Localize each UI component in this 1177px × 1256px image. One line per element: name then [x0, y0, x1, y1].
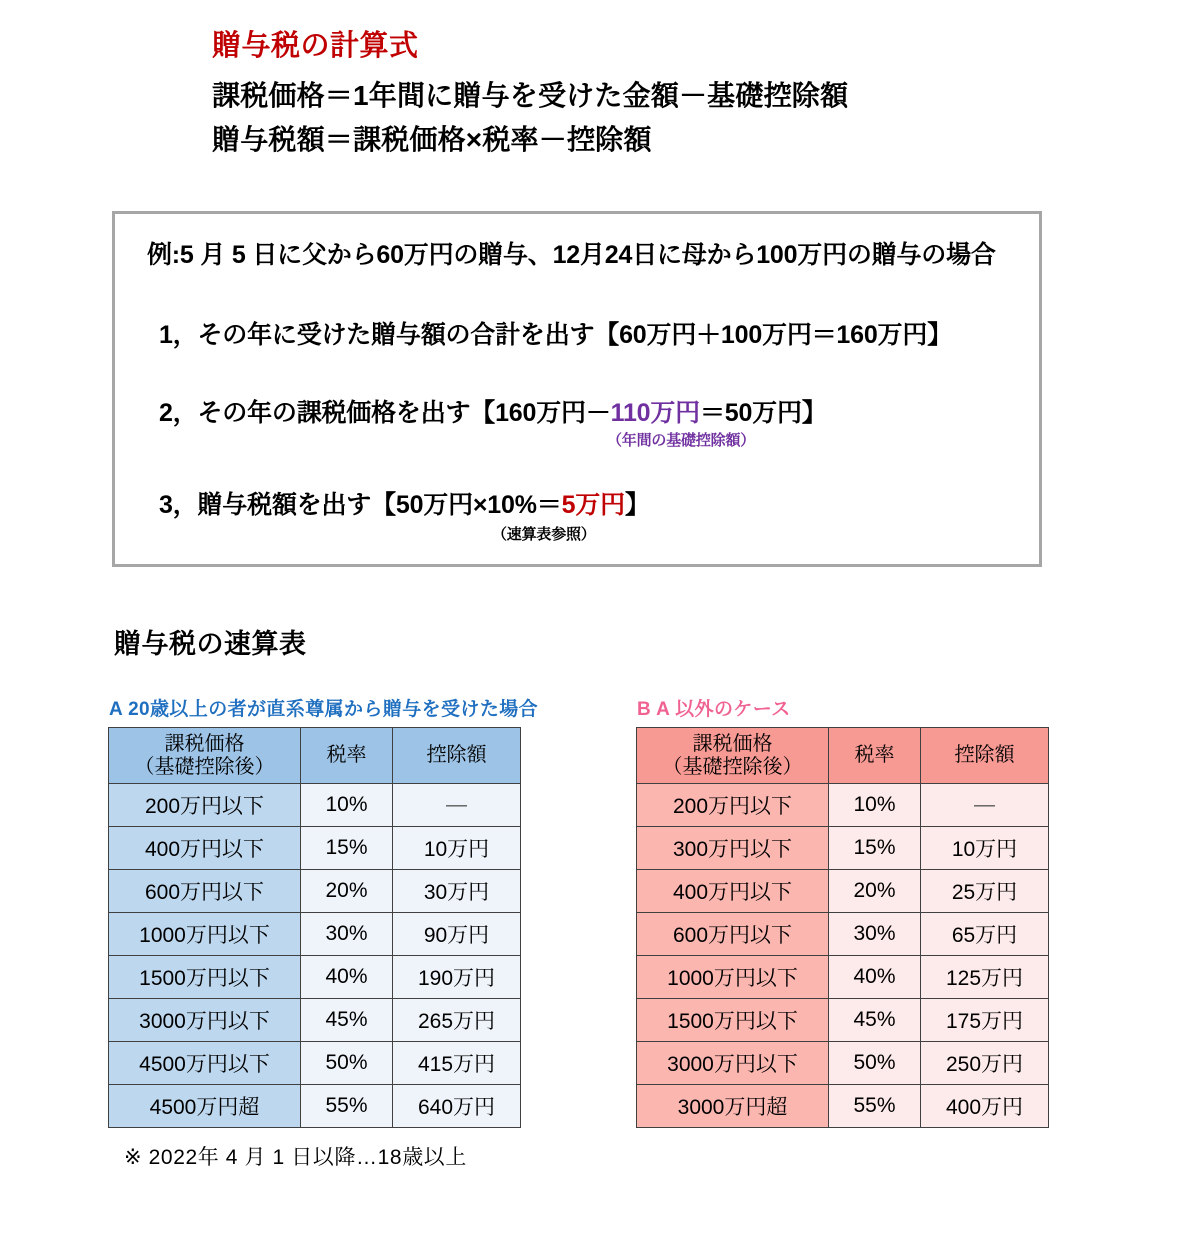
- cell-taxable-base: 1500万円以下: [109, 956, 301, 999]
- table-b-header-rate: 税率: [829, 728, 921, 784]
- table-row: [109, 956, 521, 999]
- cell-taxable-base: 200万円以下: [637, 784, 829, 827]
- cell-tax-rate: 15%: [829, 827, 921, 870]
- example-step-3: [147, 490, 1017, 520]
- table-row: [637, 956, 1049, 999]
- cell-tax-rate: 15%: [301, 827, 393, 870]
- cell-tax-rate: 55%: [829, 1085, 921, 1128]
- cell-tax-rate: 40%: [301, 956, 393, 999]
- cell-taxable-base: 600万円以下: [637, 913, 829, 956]
- header-base-line2: （基礎控除後）: [662, 755, 803, 778]
- header-base-line2: （基礎控除後）: [134, 755, 275, 778]
- table-row: [109, 870, 521, 913]
- cell-taxable-base: 300万円以下: [637, 827, 829, 870]
- cell-deduction: 175万円: [921, 999, 1049, 1042]
- cell-deduction: —: [393, 784, 521, 827]
- cell-tax-rate: 10%: [301, 784, 393, 827]
- cell-taxable-base: 400万円以下: [637, 870, 829, 913]
- example-step-2: [147, 398, 1017, 428]
- cell-taxable-base: 3000万円以下: [637, 1042, 829, 1085]
- formula-line-1: 課税価格＝1年間に贈与を受けた金額－基礎控除額: [212, 80, 849, 112]
- cell-deduction: 10万円: [393, 827, 521, 870]
- table-row: [637, 1042, 1049, 1085]
- cell-taxable-base: 200万円以下: [109, 784, 301, 827]
- table-a-caption: A 20歳以上の者が直系尊属から贈与を受けた場合: [109, 699, 539, 720]
- example-heading: 例:5 月 5 日に父から60万円の贈与、12月24日に母から100万円の贈与の場合: [147, 241, 996, 269]
- tables-footnote: ※ 2022年 4 月 1 日以降…18歳以上: [124, 1146, 468, 1169]
- table-row: [637, 784, 1049, 827]
- page-title: 贈与税の計算式: [212, 30, 419, 62]
- title-block: [212, 28, 992, 161]
- table-a-header-rate: 税率: [301, 728, 393, 784]
- table-row: [637, 913, 1049, 956]
- cell-deduction: 125万円: [921, 956, 1049, 999]
- table-row: [637, 999, 1049, 1042]
- formula-line-2: 贈与税額＝課税価格×税率－控除額: [212, 123, 652, 155]
- tables-section-title: 贈与税の速算表: [114, 629, 307, 659]
- cell-deduction: 415万円: [393, 1042, 521, 1085]
- cell-deduction: 30万円: [393, 870, 521, 913]
- table-a-header-deduction: 控除額: [393, 728, 521, 784]
- cell-taxable-base: 600万円以下: [109, 870, 301, 913]
- cell-taxable-base: 3000万円超: [637, 1085, 829, 1128]
- table-b-body: [637, 784, 1049, 1128]
- table-a-body: [109, 784, 521, 1128]
- example-step-2-note: （年間の基礎控除額）: [607, 432, 756, 449]
- example-step-2-prefix: 2，その年の課税価格を出す【160万円－: [159, 399, 611, 427]
- table-b-header-row: [637, 728, 1049, 784]
- example-step-3-highlight: 5万円: [561, 491, 625, 519]
- cell-deduction: —: [921, 784, 1049, 827]
- table-row: [109, 784, 521, 827]
- table-row: [109, 827, 521, 870]
- table-block-a: [108, 694, 538, 1128]
- header-base-line1: 課税価格: [692, 732, 773, 755]
- cell-deduction: 25万円: [921, 870, 1049, 913]
- example-step-3-note: （速算表参照）: [492, 526, 596, 543]
- cell-taxable-base: 4500万円以下: [109, 1042, 301, 1085]
- cell-taxable-base: 1500万円以下: [637, 999, 829, 1042]
- cell-deduction: 265万円: [393, 999, 521, 1042]
- cell-tax-rate: 45%: [829, 999, 921, 1042]
- cell-tax-rate: 20%: [301, 870, 393, 913]
- cell-deduction: 400万円: [921, 1085, 1049, 1128]
- example-step-2-suffix: ＝50万円】: [699, 399, 827, 427]
- table-row: [637, 870, 1049, 913]
- cell-taxable-base: 1000万円以下: [637, 956, 829, 999]
- example-step-1: 1，その年に受けた贈与額の合計を出す【60万円＋100万円＝160万円】: [159, 321, 952, 349]
- example-step-3-prefix: 3，贈与税額を出す【50万円×10%＝: [159, 491, 562, 519]
- table-block-b: [636, 694, 1049, 1128]
- table-row: [109, 913, 521, 956]
- cell-tax-rate: 30%: [301, 913, 393, 956]
- cell-tax-rate: 40%: [829, 956, 921, 999]
- gift-tax-rate-table-a: [108, 727, 521, 1128]
- table-row: [109, 1085, 521, 1128]
- cell-tax-rate: 50%: [829, 1042, 921, 1085]
- table-b-header-base: [637, 728, 829, 784]
- cell-taxable-base: 3000万円以下: [109, 999, 301, 1042]
- cell-taxable-base: 400万円以下: [109, 827, 301, 870]
- example-step-3-suffix: 】: [624, 491, 650, 519]
- cell-taxable-base: 1000万円以下: [109, 913, 301, 956]
- table-row: [637, 827, 1049, 870]
- cell-tax-rate: 30%: [829, 913, 921, 956]
- cell-deduction: 640万円: [393, 1085, 521, 1128]
- header-base-line1: 課税価格: [164, 732, 245, 755]
- table-row: [637, 1085, 1049, 1128]
- example-step-2-highlight: 110万円: [610, 399, 700, 427]
- cell-deduction: 65万円: [921, 913, 1049, 956]
- cell-tax-rate: 50%: [301, 1042, 393, 1085]
- cell-deduction: 10万円: [921, 827, 1049, 870]
- cell-tax-rate: 10%: [829, 784, 921, 827]
- cell-deduction: 250万円: [921, 1042, 1049, 1085]
- cell-deduction: 190万円: [393, 956, 521, 999]
- cell-tax-rate: 45%: [301, 999, 393, 1042]
- table-row: [109, 1042, 521, 1085]
- example-box: [112, 211, 1042, 567]
- cell-tax-rate: 55%: [301, 1085, 393, 1128]
- table-a-header-row: [109, 728, 521, 784]
- table-b-header-deduction: 控除額: [921, 728, 1049, 784]
- table-a-header-base: [109, 728, 301, 784]
- cell-taxable-base: 4500万円超: [109, 1085, 301, 1128]
- table-row: [109, 999, 521, 1042]
- cell-deduction: 90万円: [393, 913, 521, 956]
- example-box-content: [115, 214, 1039, 544]
- table-b-caption: B A 以外のケース: [637, 699, 791, 720]
- gift-tax-rate-table-b: [636, 727, 1049, 1128]
- cell-tax-rate: 20%: [829, 870, 921, 913]
